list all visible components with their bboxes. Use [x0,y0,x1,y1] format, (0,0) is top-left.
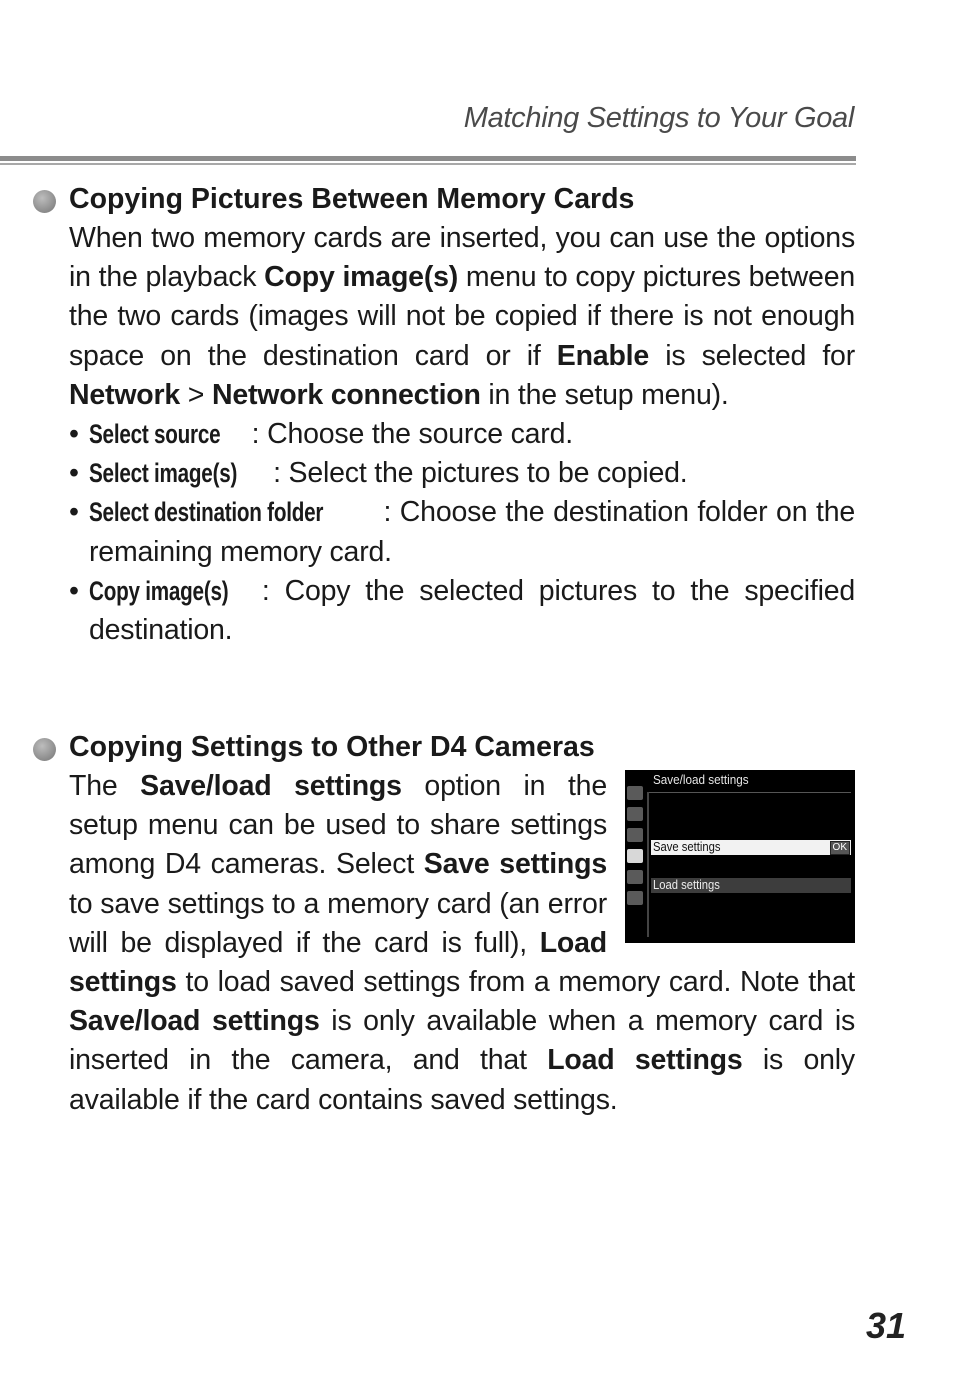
menu-item-load-settings: Load settings [651,878,851,893]
screen-title: Save/load settings [653,772,749,787]
menu-tabs [627,780,645,912]
screen-title-rule [649,792,851,793]
section-bullet-icon [33,190,56,213]
list-item: • Select source : Choose the source card. [69,415,855,454]
bullet-icon: • [69,496,79,529]
menu-term: Save/load settings [140,770,402,802]
menu-term: Save settings [423,848,607,881]
running-head: Matching Settings to Your Goal [463,102,854,134]
section-copying-settings [69,728,855,1120]
section-body: The Save/load settings option in the setup menu can be used to share settings among D4 cameras. Select Save settings to save settings to a memory card (an error will be displayed if the card is full), Load settings to load saved settings from a memory card. Note that Save/load settings is only available when a memory card is inserted in the camera, and that Load settings is only available if the card contains saved settings. [69,770,855,1116]
bullet-icon: • [69,457,79,490]
option-label: Select image(s) [89,458,238,489]
section-title: Copying Settings to Other D4 Cameras [69,731,595,763]
tab-divider [647,792,649,937]
option-list [69,415,855,650]
menu-term: Load settings [547,1044,743,1077]
list-item: • Select image(s) : Select the pictures to be copied. [69,454,855,493]
section-bullet-icon [33,738,56,761]
playback-tab-icon [627,786,643,800]
header-rule-thin [0,163,856,165]
page-number: 31 [865,1305,906,1346]
option-label: Select source [89,419,221,450]
menu-term: Network [69,378,181,411]
menu-term: Network connection [211,378,481,411]
header-rule [0,156,856,161]
bullet-icon: • [69,574,79,607]
wrench-tab-icon [627,849,643,863]
ok-badge: OK [830,841,850,855]
retouch-tab-icon [627,870,643,884]
my-menu-tab-icon [627,891,643,905]
pencil-tab-icon [627,828,643,842]
option-text: Choose the destination folder on the remaining memory card. [89,496,855,568]
option-text: Copy the selected pictures to the specified destination. [89,574,856,647]
menu-term: Copy image(s) [264,261,459,294]
option-text: Select the pictures to be copied. [288,457,688,490]
bullet-icon: • [69,418,79,451]
list-item: • Copy image(s) : Copy the selected pictures to the specified destination. [69,572,855,650]
section-copying-pictures [69,180,855,650]
menu-item-save-settings: Save settings OK [651,840,851,855]
option-label: Copy image(s) [89,575,229,606]
menu-term: Enable [556,339,650,372]
camera-tab-icon [627,807,643,821]
option-label: Select destination folder [89,497,324,528]
section-body: When two memory cards are inserted, you can use the options in the playback Copy image(s) menu to copy pictures between the two cards (images will not be copied if there is not enough space on the destination card or if Enable is selected for Network > Network connection in the setup menu). [69,222,855,411]
menu-term: Load settings [69,926,607,999]
option-text: Choose the source card. [267,418,573,451]
camera-menu-screenshot [625,770,855,943]
menu-term: Save/load settings [69,1005,320,1038]
section-title: Copying Pictures Between Memory Cards [69,183,635,215]
list-item: • Select destination folder : Choose the destination folder on the remaining memory card. [69,493,855,571]
